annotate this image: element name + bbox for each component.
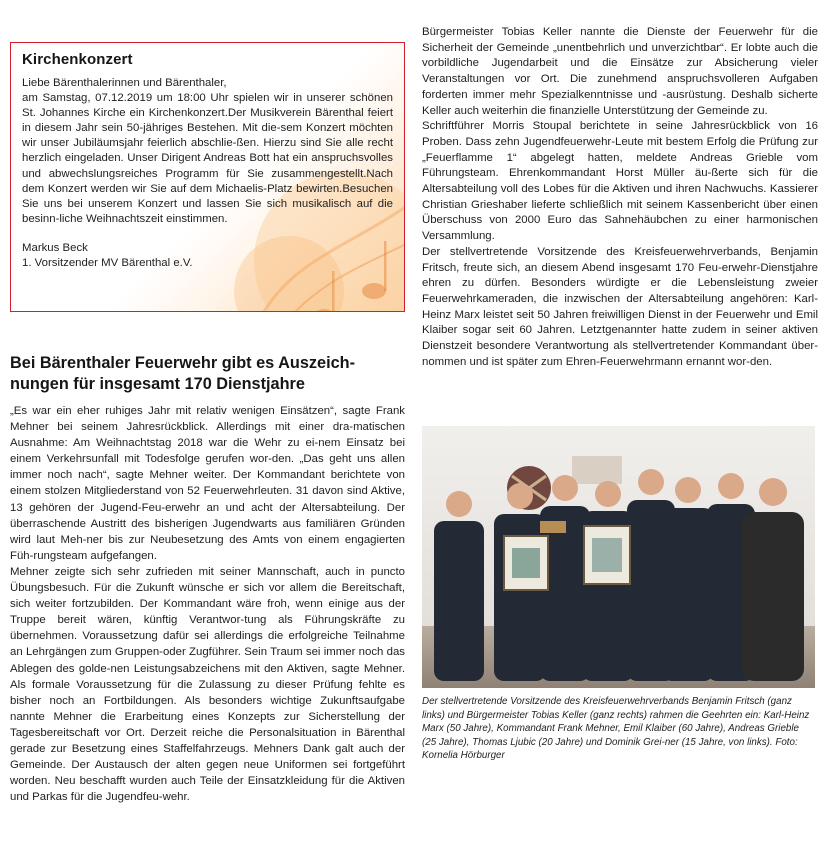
photo-caption: Der stellvertretende Vorsitzende des Kreisfeuerwehrverbands Benjamin Fritsch (ganz links) und Bürgermeister Tobias Keller (ganz rechts) rahmen die Geehrten ein: Karl-Heinz Marx (50 Jahre), Kommandant Frank Mehner, Emil Klaiber (60 Jahre), Andreas Grieble (25 Jahre), Thomas Ljubic (20 Jahre) und Dominik Grei-ner (15 Jahre, von links). Foto: Kornelia Hörburger [422, 696, 810, 761]
concert-signature-role: 1. Vorsitzender MV Bärenthal e.V. [22, 257, 193, 270]
article-paragraph: Der stellvertretende Vorsitzende des Kreisfeuerwehrverbands, Benjamin Fritsch, freute sich, an diesem Abend insgesamt 170 Feu-erwehr-Dienstjahre ehren zu dürfen. Besonders würdigte er die Lebensleistung zweier Feuerwehrkameraden, die inzwischen der Altersabteilung angehören: Karl-Heinz Marx leistet seit 50 Jahren freiwilligen Dienst in der Feuerwehr und Emil Klaiber sogar seit 60 Jahren. Letztgenannter hatte zudem in seiner aktiven Dienstzeit besondere Verantwortung als stellvertretender Kommandant über-nommen und ist später zum Ehren-Feuerwehrmann ernannt wor-den. [422, 245, 818, 368]
headline-line-1: Bei Bärenthaler Feuerwehr gibt es Auszeich- [10, 354, 356, 372]
headline-line-2: nungen für insgesamt 170 Dienstjahre [10, 374, 305, 393]
article-paragraph: „Es war ein eher ruhiges Jahr mit relativ wenigen Einsätzen“, sagte Frank Mehner bei seinem Jahresrückblick. Allerdings mit einer dra-matischen Ausnahme: Am Weihnachtstag 2018 war die Wehr zu ei-nem Einsatz bei einem Verkehrsunfall mit Todesfolge gerufen wor-den. „Das geht uns allen immer noch nach“, sagte Mehner weiter. Der Kommandant berichtete von einem stolzen Mitgliederstand von 52 Feuerwehrleuten. 31 davon sind Aktive, 13 gehören der Jugend-Feu-erwehr an und acht der Altersabteilung. Der überraschende Austritt des bisherigen Jugendwarts aus familiären Gründen wird laut Meh-ner bis zur Neubesetzung des Amts von einem engagierten Füh-rungsteam aufgefangen. [10, 405, 405, 562]
concert-title: Kirchenkonzert [22, 51, 133, 68]
concert-signature-name: Markus Beck [22, 241, 88, 254]
article-headline [10, 353, 405, 394]
article-right-column [422, 25, 818, 370]
group-photo-image [422, 426, 815, 688]
article-paragraph: Bürgermeister Tobias Keller nannte die Dienste der Feuerwehr für die Sicherheit der Gemeinde „unentbehrlich und unverzichtbar“. Er lobte auch die vorbildliche Jugendarbeit und die Einsätze zur Absicherung vieler Veranstaltungen vor Ort. Die zunehmend anspruchsvolleren Aufgaben forderten immer mehr Spezialkenntnisse und -ausrüstung. Deshalb sicherte Keller auch weiterhin die finanzielle Unterstützung der Gemeinde zu. [422, 26, 818, 117]
article-left-column [10, 403, 405, 805]
article-paragraph: Mehner zeigte sich sehr zufrieden mit seiner Mannschaft, auch in puncto Übungsbesuch. Für die Zukunft wünsche er sich vor allem die Bereitschaft, sich weiter fortzubilden. Der Kommandant wäre froh, wenn einige aus der Truppe bereit wären, künftig Verantwor-tung als Führungskräfte zu übernehmen. Voraussetzung dafür sei allerdings die erfolgreiche Teilnahme an Lehrgängen zum Gruppen-oder Zugführer. Sein Traum sei immer noch das Ablegen des golde-nen Leistungsabzeichens mit den Aktiven, sagte Mehner. Als formale Voraussetzung für die Zulassung zu dieser Prüfung fehlte es bisher noch an Fortbildungen. Als besonders wichtige Zukunftsaufgabe nannte Mehner die Erarbeitung eines Konzepts zur Sicherstellung der Tagesbereitschaft vor Ort. Derzeit reiche die Personalsituation in Bärenthal gerade zur Besetzung eines Staffelfahrzeugs. Mehners Dank galt auch der Gemeinde. Der Austausch der alten gegen neue Uniformen sei fortgeführt worden. Neu beschafft wurden auch Teile der Einsatzkleidung für die Aktiven und Parkas für die Jugendfeu-wehr. [10, 565, 405, 804]
concert-announcement-box [10, 42, 405, 312]
concert-body: am Samstag, 07.12.2019 um 18:00 Uhr spielen wir in unserer schönen St. Johannes Kirche ein Kirchenkonzert.Der Musikverein Bärenthal feiert in diesem Jahr sein 50-jähriges Bestehen. Mit die-sem Konzert möchten wir unser Jubiläumsjahr feierlich abschlie-ßen. Hierzu sind Sie alle recht herzlich eingeladen. Unser Dirigent Andreas Bott hat ein anspruchsvolles und abwechslungsreiches Programm für Sie zusammengestellt.Nach dem Konzert werden wir Sie auf dem Michaelis-Platz bewirten.Besuchen Sie uns bei unserem Konzert und lassen Sie sich musikalisch auf die besinn-liche Weihnachtszeit einstimmen. [22, 92, 393, 225]
concert-greeting: Liebe Bärenthalerinnen und Bärenthaler, [22, 77, 227, 89]
article-paragraph: Schriftführer Morris Stoupal berichtete in seine Jahresrückblick von 16 Proben. Dass zehn Jugendfeuerwehr-Leute mit bestem Erfolg die Prüfung zur „Feuerflamme 1“ abgelegt hatten, meldete Andreas Grieble vom Führungsteam. Ehrenkommandant Horst Müller äu-ßerte sich für die Altersabteilung voll des Lobes für die Aktiven und ihren Nachwuchs. Kassierer Christian Grieshaber lieferte schließlich mit seinem Kassenbericht über einen Überschuss von 2000 Euro das Sahnehäubchen zu einer harmonischen Versammlung. [422, 120, 818, 243]
